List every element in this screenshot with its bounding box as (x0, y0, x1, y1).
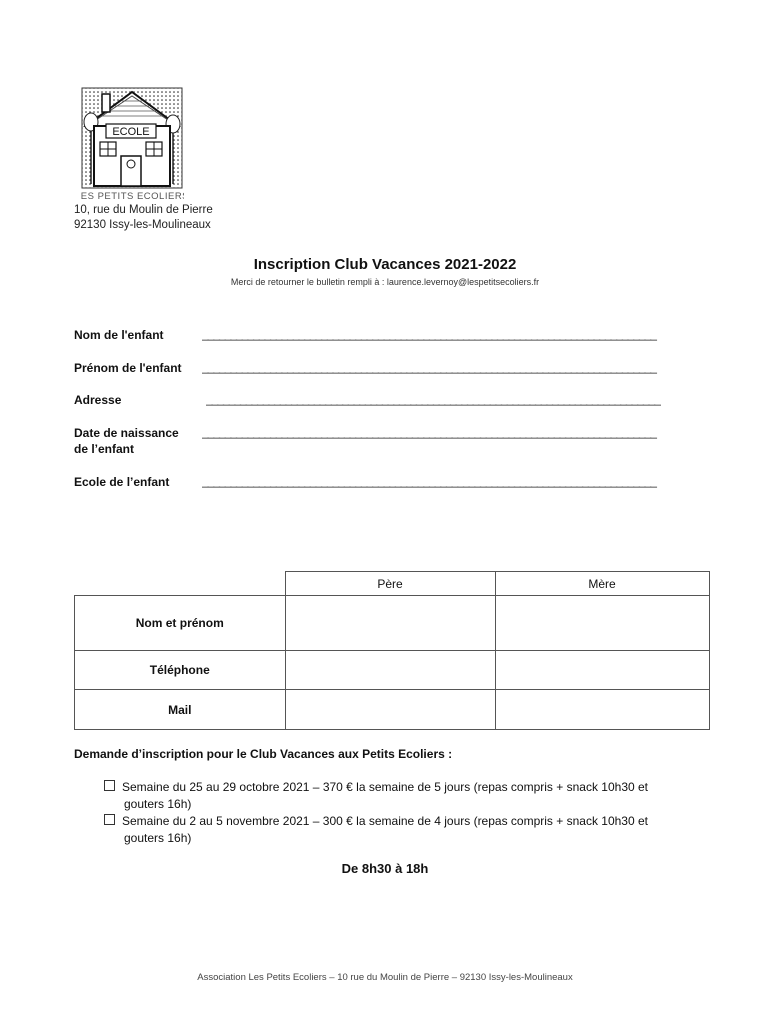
field-label-school: Ecole de l’enfant (74, 475, 170, 489)
logo-sign-text: ECOLE (112, 126, 150, 138)
school-house-drawing (80, 86, 184, 202)
checkbox-week-october[interactable] (104, 780, 115, 791)
option-week-october (104, 779, 704, 813)
field-line-address[interactable]: ________________________________________________________________________________ (206, 392, 660, 406)
request-title: Demande d’inscription pour le Club Vacances aux Petits Ecoliers : (74, 747, 453, 761)
cell-father-phone[interactable] (285, 651, 495, 690)
row-header-name: Nom et prénom (75, 596, 286, 651)
checkbox-week-november[interactable] (104, 814, 115, 825)
column-header-mother: Mère (495, 572, 709, 596)
row-header-phone: Téléphone (75, 651, 286, 690)
cell-mother-name[interactable] (495, 596, 709, 651)
option-week-october-text: Semaine du 25 au 29 octobre 2021 – 370 € la semaine de 5 jours (repas compris + snack 10h30 et (122, 780, 649, 794)
address-line-2: 92130 Issy-les-Moulineaux (74, 219, 211, 231)
field-label-birthdate: Date de naissance de l’enfant (74, 426, 179, 456)
cell-mother-mail[interactable] (495, 690, 709, 730)
return-instructions: Merci de retourner le bulletin rempli à : laurence.levernoy@lespetitsecoliers.fr (230, 277, 540, 287)
field-line-birthdate[interactable]: ________________________________________________________________________________ (202, 425, 656, 439)
option-week-november (104, 813, 704, 847)
field-line-school[interactable]: ________________________________________________________________________________ (202, 474, 656, 488)
address-line-1: 10, rue du Moulin de Pierre (74, 204, 213, 216)
row-header-mail: Mail (75, 690, 286, 730)
school-logo (80, 86, 184, 202)
field-line-child-name[interactable]: ________________________________________________________________________________ (202, 327, 656, 341)
cell-father-name[interactable] (285, 596, 495, 651)
logo-caption: LES PETITS ECOLIERS (80, 191, 184, 202)
field-line-child-firstname[interactable]: ________________________________________________________________________________ (202, 360, 656, 374)
cell-mother-phone[interactable] (495, 651, 709, 690)
table-corner (75, 572, 286, 596)
page-footer: Association Les Petits Ecoliers – 10 rue du Moulin de Pierre – 92130 Issy-les-Moulineaux (197, 972, 573, 983)
field-label-address: Adresse (74, 393, 122, 407)
field-label-child-name: Nom de l'enfant (74, 328, 164, 342)
page-title: Inscription Club Vacances 2021-2022 (253, 256, 517, 273)
parents-table (74, 571, 710, 730)
field-label-child-firstname: Prénom de l'enfant (74, 361, 182, 375)
option-week-november-text-cont: gouters 16h) (124, 831, 192, 845)
opening-hours: De 8h30 à 18h (341, 861, 429, 876)
option-week-october-text-cont: gouters 16h) (124, 797, 192, 811)
option-week-november-text: Semaine du 2 au 5 novembre 2021 – 300 € la semaine de 4 jours (repas compris + snack 10h30 et (122, 814, 648, 828)
column-header-father: Père (285, 572, 495, 596)
cell-father-mail[interactable] (285, 690, 495, 730)
